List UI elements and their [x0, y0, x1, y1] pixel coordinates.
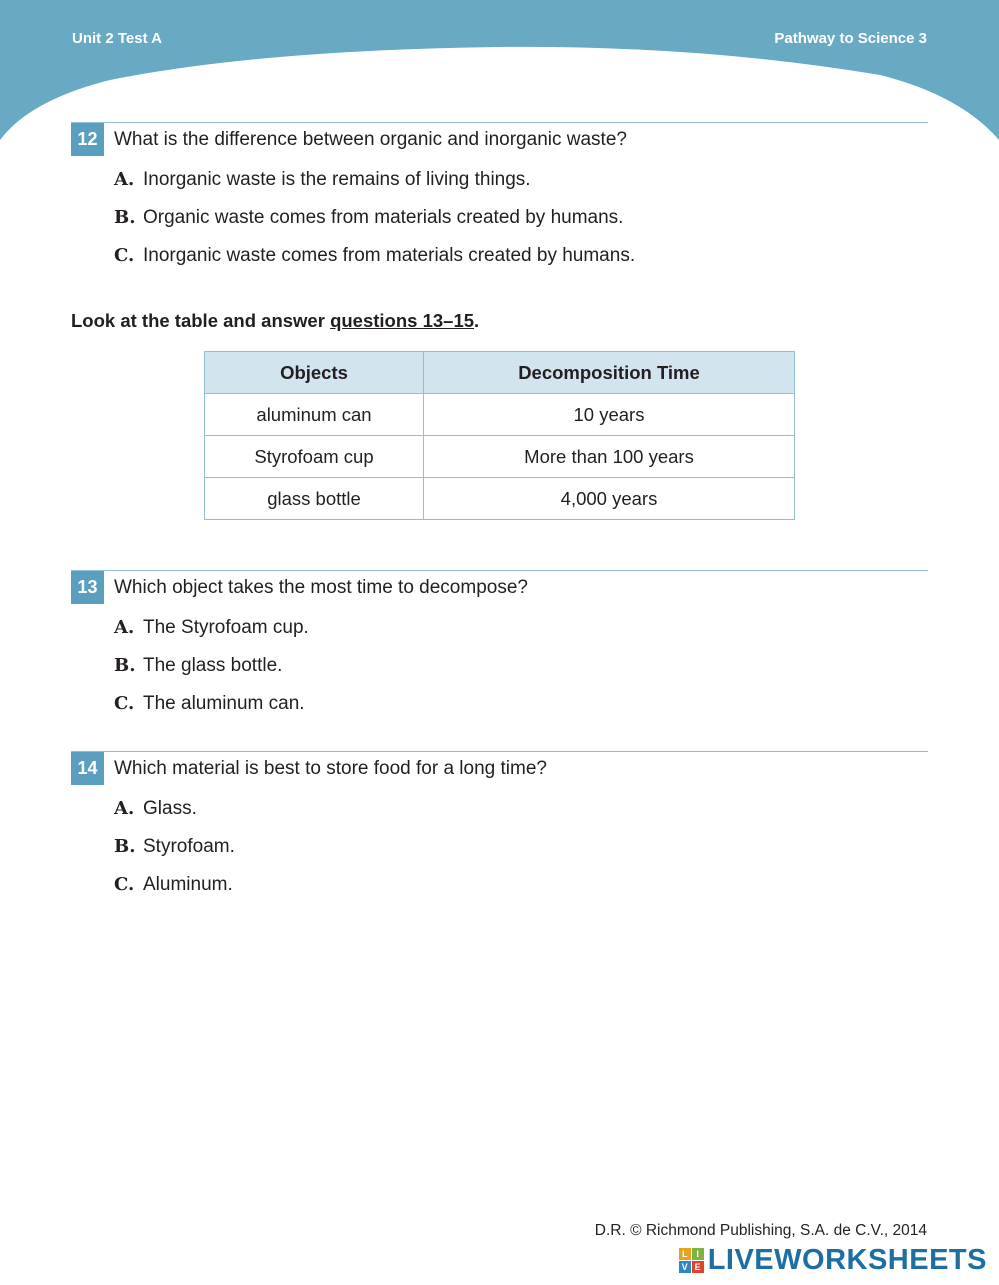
table-cell-time: 10 years: [424, 394, 795, 436]
question-text: What is the difference between organic and inorganic waste?: [114, 128, 627, 150]
option-b[interactable]: [114, 655, 928, 693]
question-14: [71, 751, 928, 912]
logo-tiles-icon: [679, 1248, 704, 1273]
option-a[interactable]: [114, 169, 928, 207]
option-c[interactable]: [114, 874, 928, 912]
option-text: The glass bottle.: [143, 655, 283, 676]
option-letter: B.: [114, 655, 136, 676]
table-instruction: [71, 310, 479, 332]
logo-tile: E: [692, 1261, 704, 1273]
copyright-notice: D.R. © Richmond Publishing, S.A. de C.V., 2014: [594, 1222, 927, 1239]
instruction-question-range: questions 13–15: [330, 310, 475, 331]
question-number-badge: 14: [71, 752, 104, 785]
instruction-period: .: [474, 310, 480, 331]
question-text: Which object takes the most time to decompose?: [114, 576, 528, 598]
table-cell-object: glass bottle: [205, 478, 424, 520]
table-cell-time: 4,000 years: [424, 478, 795, 520]
option-a[interactable]: [114, 617, 928, 655]
instruction-text: Look at the table and answer: [71, 310, 331, 331]
option-b[interactable]: [114, 207, 928, 245]
option-letter: A.: [114, 169, 135, 190]
question-13: [71, 570, 928, 731]
option-c[interactable]: [114, 245, 928, 283]
table-cell-object: Styrofoam cup: [205, 436, 424, 478]
option-text: Inorganic waste is the remains of living things.: [143, 169, 531, 190]
table-header-decomposition-time: Decomposition Time: [424, 352, 795, 394]
option-text: Inorganic waste comes from materials created by humans.: [143, 245, 636, 266]
header-book-title: Pathway to Science 3: [774, 30, 927, 47]
logo-tile: V: [679, 1261, 691, 1273]
table-cell-time: More than 100 years: [424, 436, 795, 478]
option-letter: C.: [114, 693, 135, 714]
question-number-badge: 13: [71, 571, 104, 604]
liveworksheets-logo[interactable]: [679, 1244, 987, 1277]
option-text: Glass.: [143, 798, 197, 819]
option-text: The aluminum can.: [143, 693, 305, 714]
option-a[interactable]: [114, 798, 928, 836]
option-letter: B.: [114, 207, 136, 228]
option-letter: A.: [114, 798, 135, 819]
table-row: [205, 436, 795, 478]
question-12: [71, 122, 928, 283]
logo-tile: I: [692, 1248, 704, 1260]
table-header-objects: Objects: [205, 352, 424, 394]
header-unit-title: Unit 2 Test A: [72, 30, 163, 47]
option-letter: A.: [114, 617, 135, 638]
option-letter: C.: [114, 245, 135, 266]
option-letter: B.: [114, 836, 136, 857]
question-number-badge: 12: [71, 123, 104, 156]
option-text: Organic waste comes from materials created by humans.: [143, 207, 624, 228]
logo-tile: L: [679, 1248, 691, 1260]
table-header-row: [205, 352, 795, 394]
table-row: [205, 394, 795, 436]
table-cell-object: aluminum can: [205, 394, 424, 436]
option-text: The Styrofoam cup.: [143, 617, 309, 638]
answer-options: [114, 617, 928, 731]
decomposition-table: [204, 351, 795, 520]
option-text: Aluminum.: [143, 874, 233, 895]
logo-text: LIVEWORKSHEETS: [707, 1244, 987, 1276]
table-row: [205, 478, 795, 520]
option-c[interactable]: [114, 693, 928, 731]
answer-options: [114, 169, 928, 283]
option-b[interactable]: [114, 836, 928, 874]
answer-options: [114, 798, 928, 912]
option-text: Styrofoam.: [143, 836, 235, 857]
question-text: Which material is best to store food for a long time?: [114, 757, 547, 779]
option-letter: C.: [114, 874, 135, 895]
